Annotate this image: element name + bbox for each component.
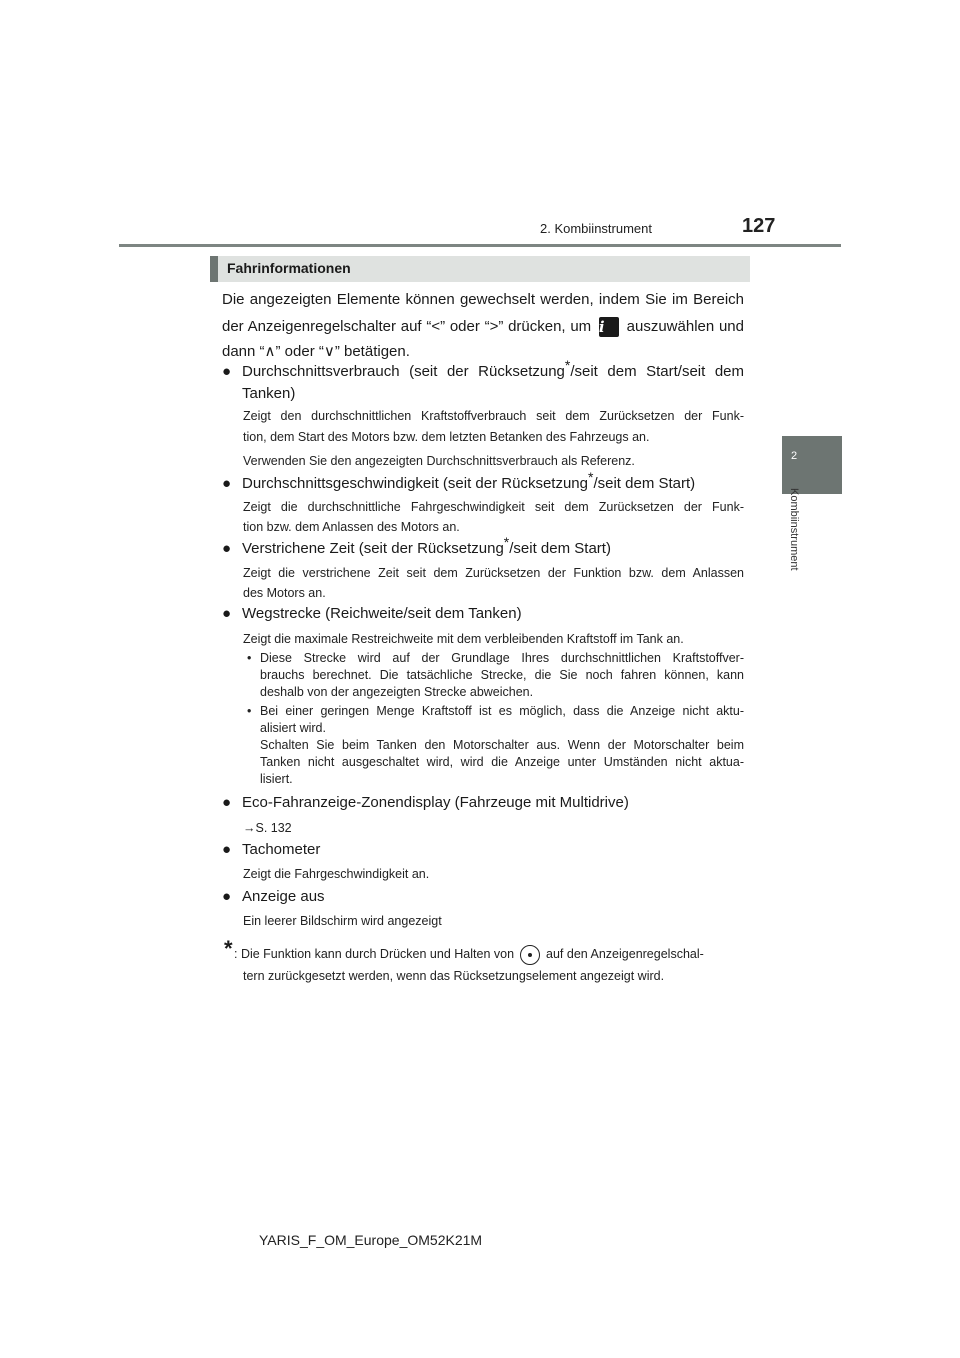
item-desc: Zeigt die maximale Restreichweite mit dem verbleibenden Kraftstoff im Tank an. bbox=[243, 632, 684, 646]
bullet-icon: ● bbox=[222, 888, 232, 905]
sub-bullet-text: brauchs berechnet. Die tatsächliche Strecke, die Sie noch fahren können, kann bbox=[260, 668, 744, 682]
footnote-line-1: : Die Funktion kann durch Drücken und Halten von auf den Anzeigenregelschal- bbox=[234, 944, 744, 965]
sub-bullet-text: Tanken nicht ausgeschaltet wird, wird die Anzeige unter Umständen nicht aktua- bbox=[260, 755, 744, 769]
intro-line-2: der Anzeigenregelschalter auf “<” oder “>” drücken, um i auszuwählen und bbox=[222, 318, 744, 337]
bullet-icon: ● bbox=[222, 475, 232, 492]
item-desc: Ein leerer Bildschirm wird angezeigt bbox=[243, 914, 442, 928]
list-item-heading-cont: Tanken) bbox=[242, 385, 296, 402]
footnote-line-2: tern zurückgesetzt werden, wenn das Rücksetzungselement angezeigt wird. bbox=[243, 969, 665, 983]
bullet-icon: ● bbox=[222, 794, 232, 811]
bullet-icon: ● bbox=[222, 540, 232, 557]
section-title: Fahrinformationen bbox=[227, 260, 351, 276]
sub-bullet-text: Bei einer geringen Menge Kraftstoff ist es möglich, dass die Anzeige nicht aktu- bbox=[260, 704, 744, 718]
chapter-tab bbox=[782, 436, 842, 494]
list-item-heading: ● Wegstrecke (Reichweite/seit dem Tanken) bbox=[222, 603, 522, 625]
item-desc: Zeigt die Fahrgeschwindigkeit an. bbox=[243, 867, 430, 881]
intro-line-3: dann “∧” oder “∨” betätigen. bbox=[222, 343, 410, 360]
footnote-asterisk: * bbox=[224, 936, 233, 961]
bullet-icon: ● bbox=[222, 363, 232, 380]
item-desc: Verwenden Sie den angezeigten Durchschnittsverbrauch als Referenz. bbox=[243, 454, 635, 468]
list-item-heading: ● Durchschnittsverbrauch (seit der Rücksetzung*/seit dem Start/seit dem bbox=[222, 361, 744, 383]
list-item-heading: ● Verstrichene Zeit (seit der Rücksetzung*/seit dem Start) bbox=[222, 538, 611, 560]
item-desc: Zeigt den durchschnittlichen Kraftstoffverbrauch seit dem Zurücksetzen der Funk- bbox=[243, 409, 744, 423]
footnote-marker: * bbox=[588, 469, 594, 485]
item-desc: Zeigt die durchschnittliche Fahrgeschwindigkeit seit dem Zurücksetzen der Funk- bbox=[243, 500, 744, 514]
header-rule bbox=[119, 244, 841, 247]
footnote-marker: * bbox=[564, 357, 571, 373]
list-item-heading: ● Eco-Fahranzeige-Zonendisplay (Fahrzeuge mit Multidrive) bbox=[222, 792, 629, 814]
sub-bullet-text: lisiert. bbox=[260, 772, 293, 786]
page-reference-link[interactable]: →S. 132 bbox=[243, 821, 292, 835]
document-footer-code: YARIS_F_OM_Europe_OM52K21M bbox=[259, 1232, 483, 1248]
intro-line-1: Die angezeigten Elemente können gewechselt werden, indem Sie im Bereich bbox=[222, 291, 744, 308]
item-desc: tion bzw. dem Anlassen des Motors an. bbox=[243, 520, 460, 534]
sub-bullet-text: alisiert wird. bbox=[260, 721, 326, 735]
footnote-marker: * bbox=[503, 534, 510, 550]
item-desc: tion, dem Start des Motors bzw. dem letzten Betanken des Fahrzeugs an. bbox=[243, 430, 650, 444]
section-heading bbox=[210, 256, 750, 282]
list-item-heading: ● Anzeige aus bbox=[222, 886, 325, 908]
list-item-heading: ● Durchschnittsgeschwindigkeit (seit der Rücksetzung*/seit dem Start) bbox=[222, 473, 695, 495]
ok-circle-button-icon bbox=[520, 945, 540, 965]
section-heading-bar bbox=[210, 256, 218, 282]
info-i-icon: i bbox=[599, 317, 619, 337]
page-number: 127 bbox=[742, 215, 776, 237]
bullet-icon: ● bbox=[222, 605, 232, 622]
item-desc: Zeigt die verstrichene Zeit seit dem Zurücksetzen der Funktion bzw. dem Anlassen bbox=[243, 566, 744, 580]
sub-bullet-text: Diese Strecke wird auf der Grundlage Ihres durchschnittlichen Kraftstoffver- bbox=[260, 651, 744, 665]
sub-bullet-text: Schalten Sie beim Tanken den Motorschalter aus. Wenn der Motorschalter beim bbox=[260, 738, 744, 752]
chapter-tab-label: Kombiinstrument bbox=[788, 488, 800, 571]
item-desc: des Motors an. bbox=[243, 586, 326, 600]
running-header-section: 2. Kombiinstrument bbox=[540, 221, 652, 236]
sub-bullet-icon: • bbox=[247, 704, 252, 718]
sub-bullet-text: deshalb von der angezeigten Strecke abweichen. bbox=[260, 685, 534, 699]
bullet-icon: ● bbox=[222, 841, 232, 858]
sub-bullet-icon: • bbox=[247, 651, 252, 665]
chapter-tab-number: 2 bbox=[790, 450, 798, 462]
list-item-heading: ● Tachometer bbox=[222, 839, 320, 861]
